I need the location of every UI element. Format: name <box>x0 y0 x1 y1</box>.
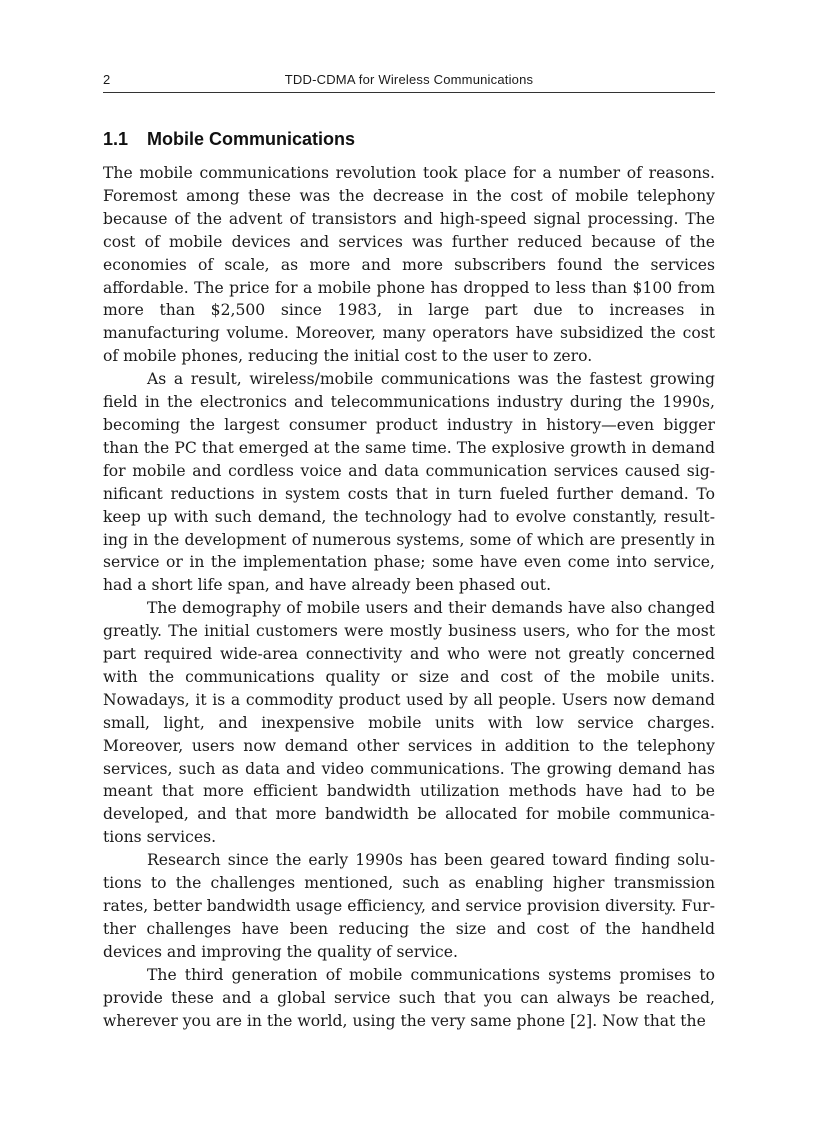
page-number: 2 <box>103 72 111 87</box>
paragraph-2: As a result, wireless/mobile communications was the fastest growing field in the electronics and telecommunications industry during the 1990s, becoming the largest consumer product industry in history—even bigger than the PC that emerged at the same time. The explosive growth in demand for mobile and cordless voice and data communication services caused significant reductions in system costs that in turn fueled further demand. To keep up with such demand, the technology had to evolve constantly, resulting in the development of numerous systems, some of which are presently in service or in the implementation phase; some have even come into service, had a short life span, and have already been phased out. <box>103 370 715 595</box>
paragraph-5: The third generation of mobile communications systems promises to provide these and a global service such that you can always be reached, wherever you are in the world, using the very same phone [2]. Now that the <box>103 965 715 1030</box>
running-head <box>103 72 715 93</box>
section-heading <box>103 129 355 150</box>
paragraph-1: The mobile communications revolution took place for a number of reasons. Foremost among these was the decrease in the cost of mobile telephony because of the advent of transistors and high-speed signal processing. The cost of mobile devices and services was further reduced because of the economies of scale, as more and more subscribers found the services affordable. The price for a mobile phone has dropped to less than $100 from more than $2,500 since 1983, in large part due to increases in manufacturing volume. Moreover, many operators have subsidized the cost of mobile phones, reducing the initial cost to the user to zero. <box>103 164 715 366</box>
paragraph-4: Research since the early 1990s has been geared toward finding solutions to the challenges mentioned, such as enabling higher transmission rates, better bandwidth usage efficiency, and service provision diversity. Further challenges have been reducing the size and cost of the handheld devices and improving the quality of service. <box>103 851 715 961</box>
book-title: TDD-CDMA for Wireless Communications <box>284 72 534 87</box>
paragraph-3: The demography of mobile users and their demands have also changed greatly. The initial customers were mostly business users, who for the most part required wide-area connectivity and who were not greatly concerned with the communications quality or size and cost of the mobile units. Nowadays, it is a commodity product used by all people. Users now demand small, light, and inexpensive mobile units with low service charges. Moreover, users now demand other services in addition to the telephony services, such as data and video communications. The growing demand has meant that more efficient bandwidth utilization methods have had to be developed, and that more bandwidth be allocated for mobile communications services. <box>103 599 715 847</box>
section-title: Mobile Communications <box>147 129 356 149</box>
section-number: 1.1 <box>103 129 129 149</box>
body-text <box>103 162 715 1032</box>
